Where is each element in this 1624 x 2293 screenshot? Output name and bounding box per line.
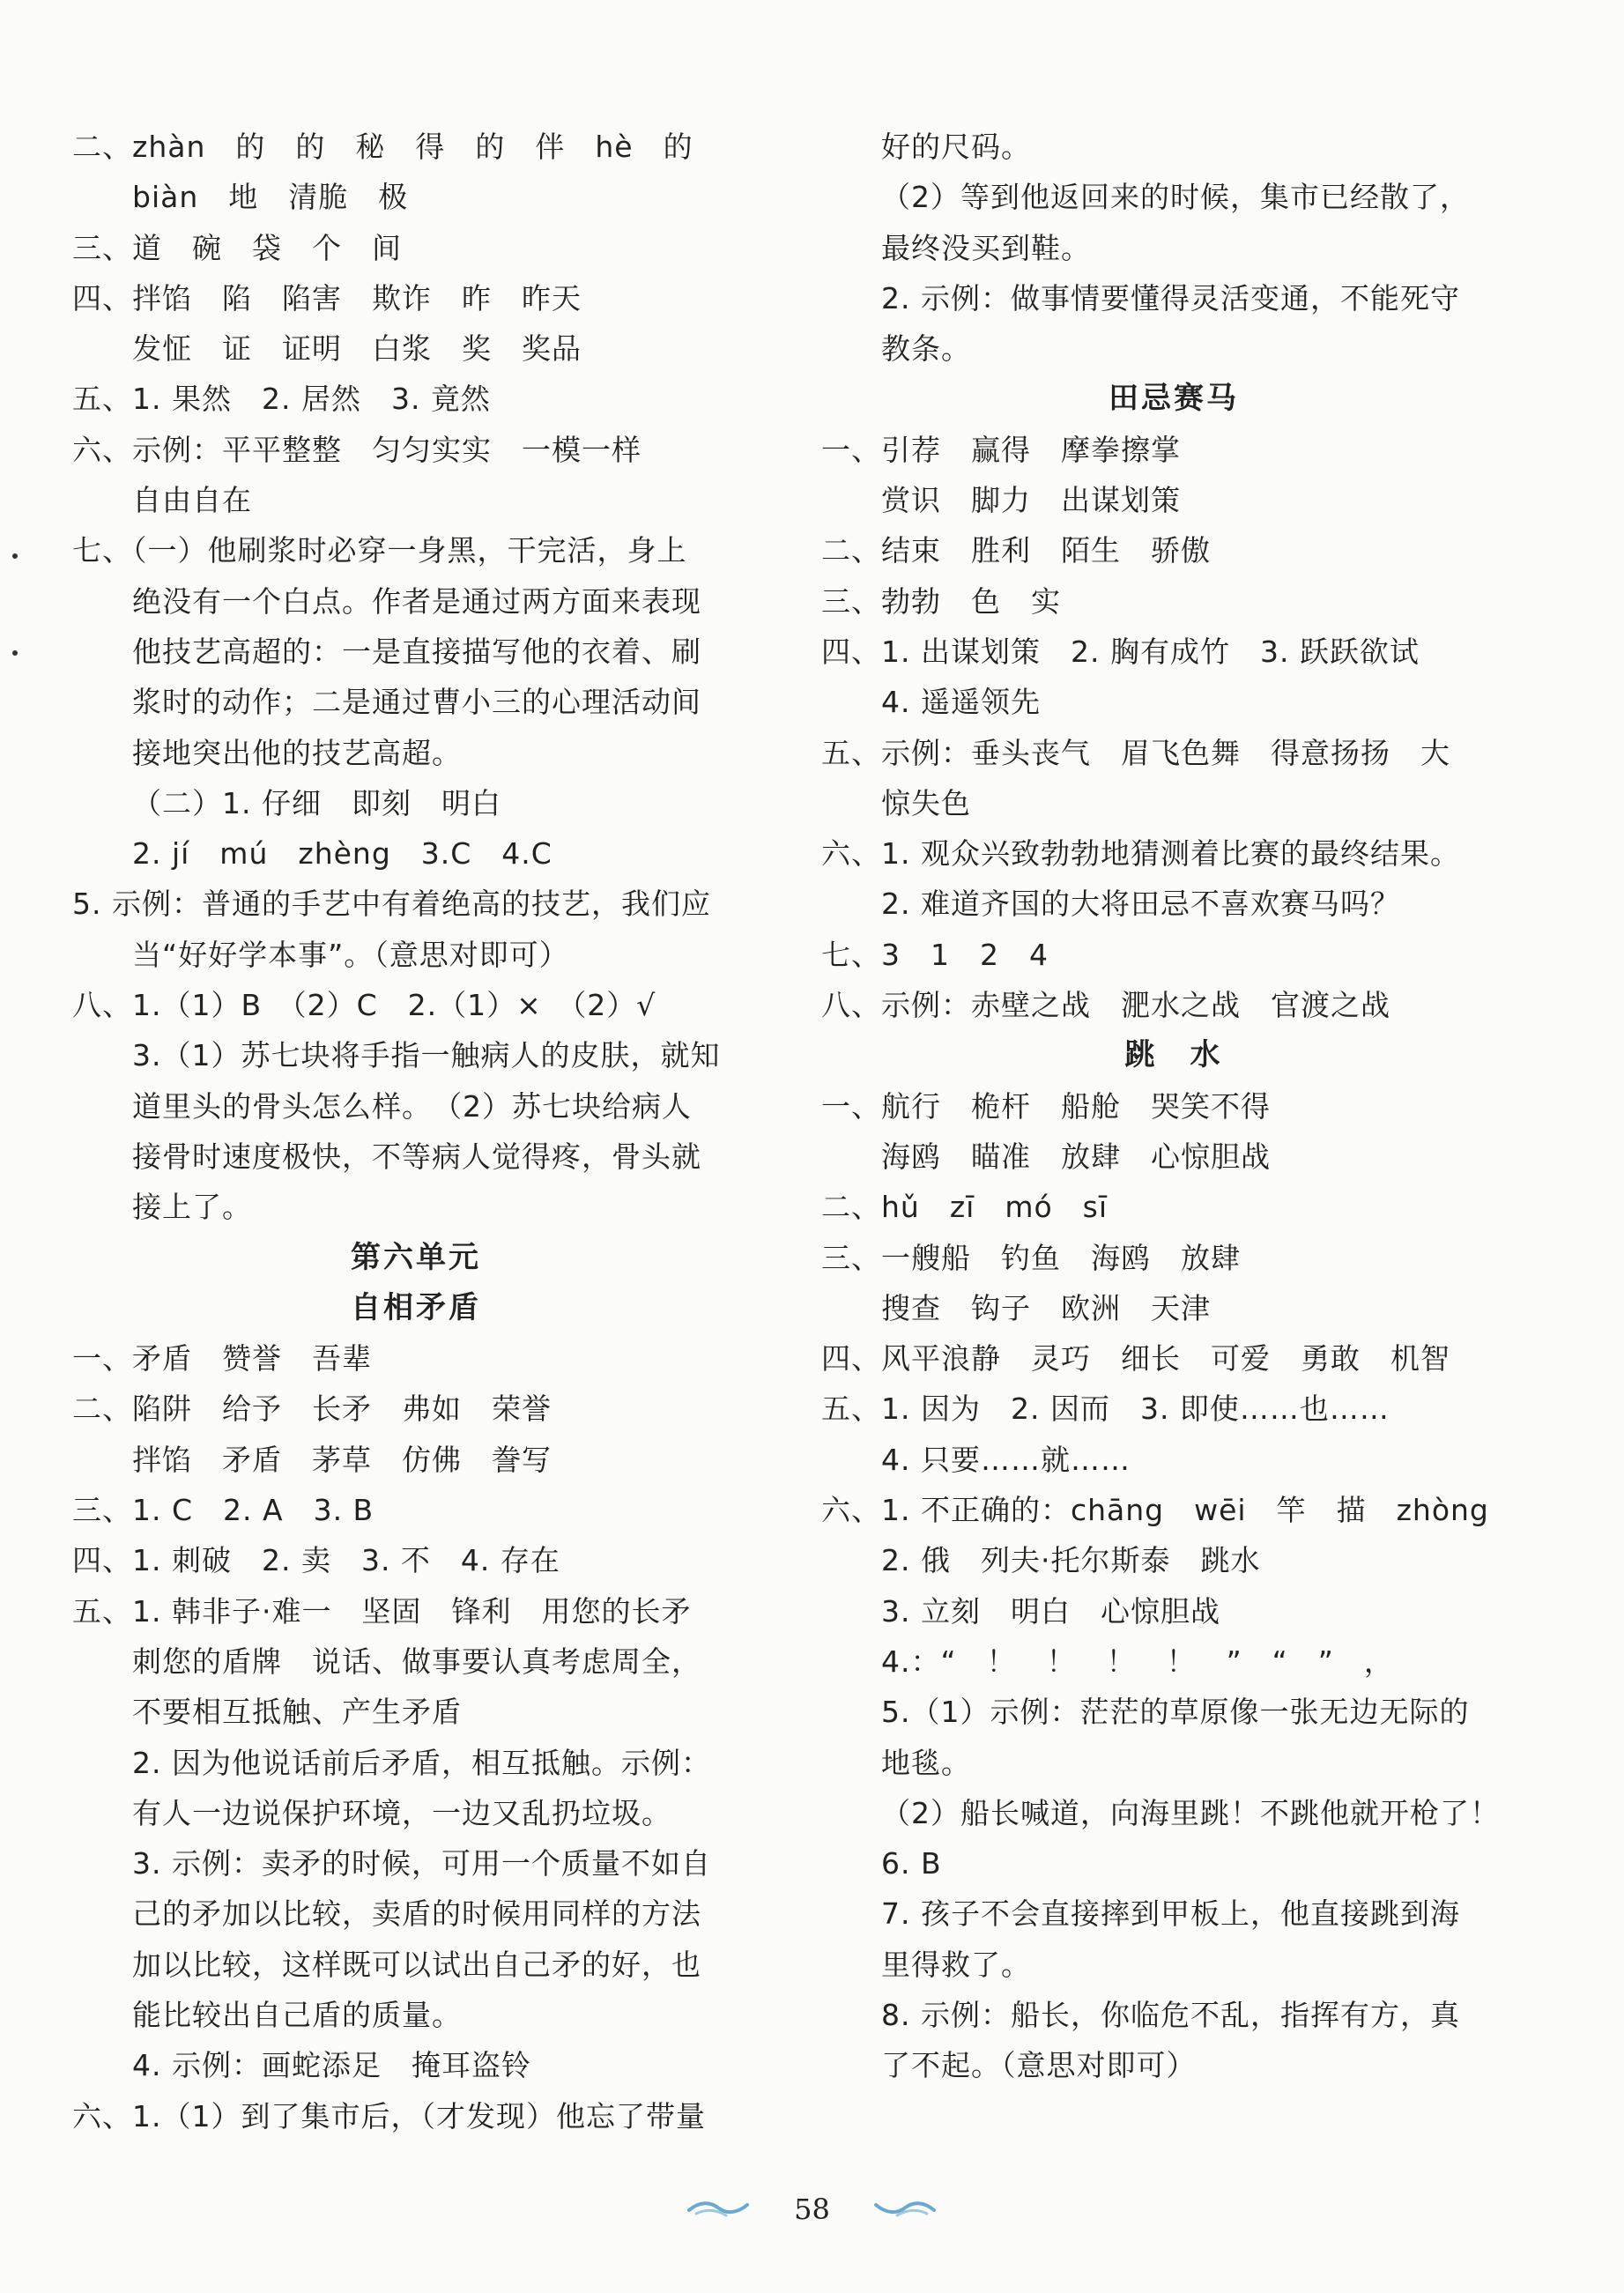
answer-line: （2）船长喊道，向海里跳！不跳他就开枪了！ [881,1795,1500,1830]
answer-line: 一、引荐 赢得 摩拳擦掌 [821,432,1181,467]
answer-line: 好的尺码。 [881,130,1031,164]
answer-line: （二）1. 仔细 即刻 明白 [132,785,501,820]
answer-line: 三、一艘船 钓鱼 海鸥 放肆 [821,1240,1241,1275]
answer-line: 2. 难道齐国的大将田忌不喜欢赛马吗？ [881,887,1400,922]
answer-line: 惊失色 [881,785,971,820]
answer-line: 八、1.（1）B （2）C 2.（1）× （2）√ [72,988,656,1023]
answer-line: （2）等到他返回来的时候，集市已经散了， [881,180,1470,215]
answer-line: 四、风平浪静 灵巧 细长 可爱 勇敢 机智 [821,1341,1450,1377]
answer-line: 浆时的动作；二是通过曹小三的心理活动间 [132,685,701,720]
right-wave-ornament [874,2198,936,2219]
margin-dot [12,553,18,559]
answer-line: 发怔 证 证明 白浆 奖 奖品 [132,331,582,367]
answer-line: 五、1. 因为 2. 因而 3. 即使……也…… [821,1391,1390,1427]
answer-line: 他技艺高超的：一是直接描写他的衣着、刷 [132,634,701,669]
answer-line: 5.（1）示例：茫茫的草原像一张无边无际的 [881,1695,1470,1730]
answer-line: 四、1. 刺破 2. 卖 3. 不 4. 存在 [72,1543,560,1578]
answer-line: 一、航行 桅杆 船舱 哭笑不得 [821,1088,1271,1124]
answer-line: 接骨时速度极快，不等病人觉得疼，骨头就 [132,1139,701,1174]
margin-dot [12,650,18,656]
answer-line: 能比较出自己盾的质量。 [132,1997,462,2032]
answer-line: 自由自在 [132,483,252,518]
answer-line: 2. 示例：做事情要懂得灵活变通，不能死守 [881,280,1460,315]
answer-line: 4. 遥遥领先 [881,685,1041,720]
answer-line: 八、示例：赤壁之战 淝水之战 官渡之战 [821,988,1390,1023]
answer-line: 地毯。 [881,1745,971,1780]
answer-line: 二、结束 胜利 陌生 骄傲 [821,533,1211,568]
answer-line: 3. 立刻 明白 心惊胆战 [881,1593,1220,1629]
answer-line: 刺您的盾牌 说话、做事要认真考虑周全， [132,1644,701,1679]
answer-line: 六、示例：平平整整 匀匀实实 一模一样 [72,432,641,467]
answer-line: 七、3 1 2 4 [821,937,1049,972]
answer-line: 五、1. 韩非子·难一 坚固 锋利 用您的长矛 [72,1593,692,1629]
answer-line: biàn 地 清脆 极 [132,180,409,215]
answer-line: 绝没有一个白点。作者是通过两方面来表现 [132,583,701,619]
answer-line: 二、hǔ zī mó sī [821,1190,1109,1225]
answer-line: 8. 示例：船长，你临危不乱，指挥有方，真 [881,1997,1460,2032]
answer-line: 接地突出他的技艺高超。 [132,735,462,770]
answer-line: 六、1. 观众兴致勃勃地猜测着比赛的最终结果。 [821,836,1460,872]
answer-line: 加以比较，这样既可以试出自己矛的好，也 [132,1947,701,1982]
answer-line: 二、陷阱 给予 长矛 弗如 荣誉 [72,1391,552,1427]
answer-line: 三、1. C 2. A 3. B [72,1493,374,1528]
answer-line: 七、（一）他刷浆时必穿一身黑，干完活，身上 [72,533,687,568]
answer-line: 7. 孩子不会直接摔到甲板上，他直接跳到海 [881,1896,1460,1932]
answer-line: 搜查 钩子 欧洲 天津 [881,1290,1211,1325]
section-heading: 第六单元 [351,1239,481,1275]
answer-line: 道里头的骨头怎么样。 （2）苏七块给病人 [132,1088,692,1124]
left-column [72,122,760,2141]
answer-line: 己的矛加以比较，卖盾的时候用同样的方法 [132,1896,701,1932]
section-heading: 自相矛盾 [351,1289,481,1325]
answer-line: 不要相互抵触、产生矛盾 [132,1695,462,1730]
answer-line: 2. 因为他说话前后矛盾，相互抵触。示例： [132,1745,711,1780]
answer-line: 四、拌馅 陷 陷害 欺诈 昨 昨天 [72,280,582,315]
answer-line: 三、道 碗 袋 个 间 [72,230,402,265]
answer-line: 三、勃勃 色 实 [821,583,1061,619]
answer-line: 6. B [881,1846,942,1881]
answer-line: 五、1. 果然 2. 居然 3. 竟然 [72,382,491,417]
page-number: 58 [794,2193,830,2226]
answer-line: 5. 示例：普通的手艺中有着绝高的技艺，我们应 [72,887,711,922]
answer-line: 六、1. 不正确的：chāng wēi 竿 描 zhòng [821,1493,1489,1528]
answer-line: 六、1.（1）到了集市后，（才发现）他忘了带量 [72,2098,706,2133]
answer-line: 当“好好学本事”。（意思对即可） [132,937,569,972]
section-heading: 跳 水 [1124,1037,1223,1073]
answer-line: 最终没买到鞋。 [881,230,1091,265]
answer-line: 教条。 [881,331,971,367]
answer-line: 一、矛盾 赞誉 吾辈 [72,1341,372,1377]
answer-line: 二、zhàn 的 的 秘 得 的 伴 hè 的 [72,130,693,164]
answer-line: 4. 只要……就…… [881,1442,1131,1477]
answer-line: 海鸥 瞄准 放肆 心惊胆战 [881,1139,1271,1174]
answer-line: 五、示例：垂头丧气 眉飞色舞 得意扬扬 大 [821,735,1450,770]
answer-line: 3. 示例：卖矛的时候，可用一个质量不如自 [132,1846,711,1881]
answer-line: 里得救了。 [881,1947,1031,1982]
answer-line: 2. jí mú zhèng 3.C 4.C [132,836,552,872]
answer-line: 2. 俄 列夫·托尔斯泰 跳水 [881,1543,1261,1578]
answer-line: 有人一边说保护环境，一边又乱扔垃圾。 [132,1795,671,1830]
answer-line: 3.（1）苏七块将手指一触病人的皮肤，就知 [132,1038,721,1073]
answer-line: 赏识 脚力 出谋划策 [881,483,1181,518]
answer-line: 4.：“ ！ ！ ！ ！ ” “ ” ， [881,1644,1394,1679]
right-column [821,122,1526,2091]
answer-line: 接上了。 [132,1190,252,1225]
answer-line: 4. 示例：画蛇添足 掩耳盗铃 [132,2048,531,2083]
section-heading: 田忌赛马 [1109,381,1239,417]
answer-line: 四、1. 出谋划策 2. 胸有成竹 3. 跃跃欲试 [821,634,1420,669]
answer-line: 拌馅 矛盾 茅草 仿佛 誊写 [132,1442,552,1477]
answer-line: 了不起。（意思对即可） [881,2048,1197,2083]
